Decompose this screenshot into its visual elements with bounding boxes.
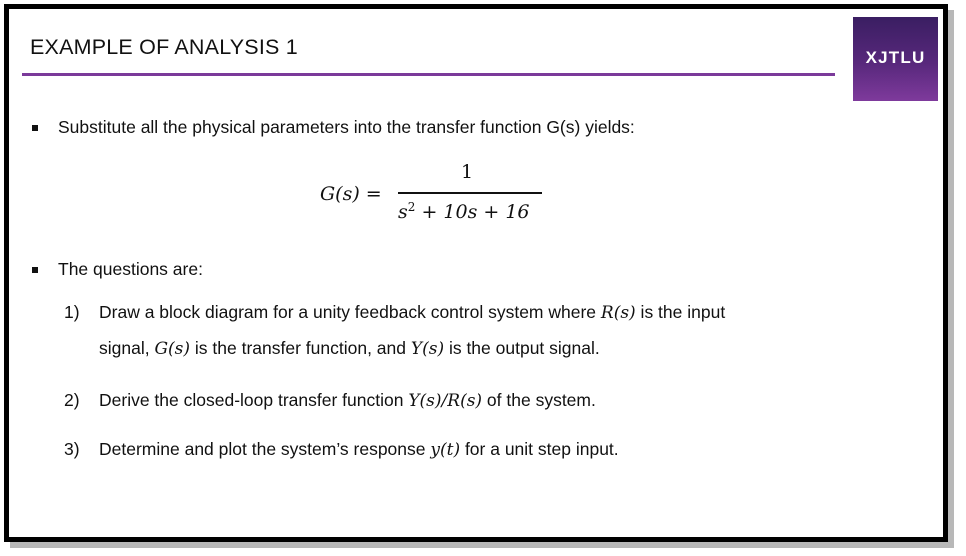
q2-math: Y(s)/R(s) <box>408 391 483 411</box>
q1-math-g: G(s) <box>154 339 191 359</box>
q2-text-a: Derive the closed-loop transfer function <box>99 390 409 410</box>
q1-math-r: R(s) <box>600 303 636 323</box>
bullet-questions-text: The questions are: <box>58 259 203 279</box>
q1-math-y: Y(s) <box>410 339 445 359</box>
equation-lhs: G(s) = <box>320 183 382 205</box>
logo-text: XJTLU <box>865 48 926 67</box>
question-1-line-1 <box>99 302 725 323</box>
q1-text-a: Draw a block diagram for a unity feedback control system where <box>99 302 601 322</box>
q3-text-a: Determine and plot the system’s response <box>99 439 431 459</box>
equation-denominator <box>398 200 530 223</box>
bullet-substitute <box>30 117 635 138</box>
q1-text-d: is the transfer function, and <box>190 338 411 358</box>
slide-title: EXAMPLE OF ANALYSIS 1 <box>30 35 298 59</box>
q1-text-b: is the input <box>635 302 726 322</box>
bullet-marker-icon <box>32 267 38 273</box>
den-s: s <box>398 201 408 223</box>
bullet-substitute-text: Substitute all the physical parameters into the transfer function G(s) yields: <box>58 117 635 137</box>
question-number: 1) <box>64 302 80 322</box>
question-number: 3) <box>64 439 80 459</box>
fraction-bar <box>398 192 542 194</box>
bullet-questions <box>30 259 203 280</box>
q3-text-b: for a unit step input. <box>460 439 619 459</box>
den-exponent: 2 <box>407 200 416 214</box>
q1-text-e: is the output signal. <box>444 338 600 358</box>
equation-numerator: 1 <box>461 161 474 183</box>
transfer-function-equation <box>320 160 550 230</box>
q3-math: y(t) <box>430 440 461 460</box>
question-number: 2) <box>64 390 80 410</box>
den-rest: + 10s + 16 <box>415 201 530 223</box>
question-2-text <box>99 390 596 411</box>
xjtlu-logo <box>853 17 938 101</box>
title-underline <box>22 73 835 76</box>
question-3-text <box>99 439 619 460</box>
bullet-marker-icon <box>32 125 38 131</box>
q2-text-b: of the system. <box>482 390 596 410</box>
question-1-line-2 <box>99 338 600 359</box>
q1-text-c: signal, <box>99 338 155 358</box>
